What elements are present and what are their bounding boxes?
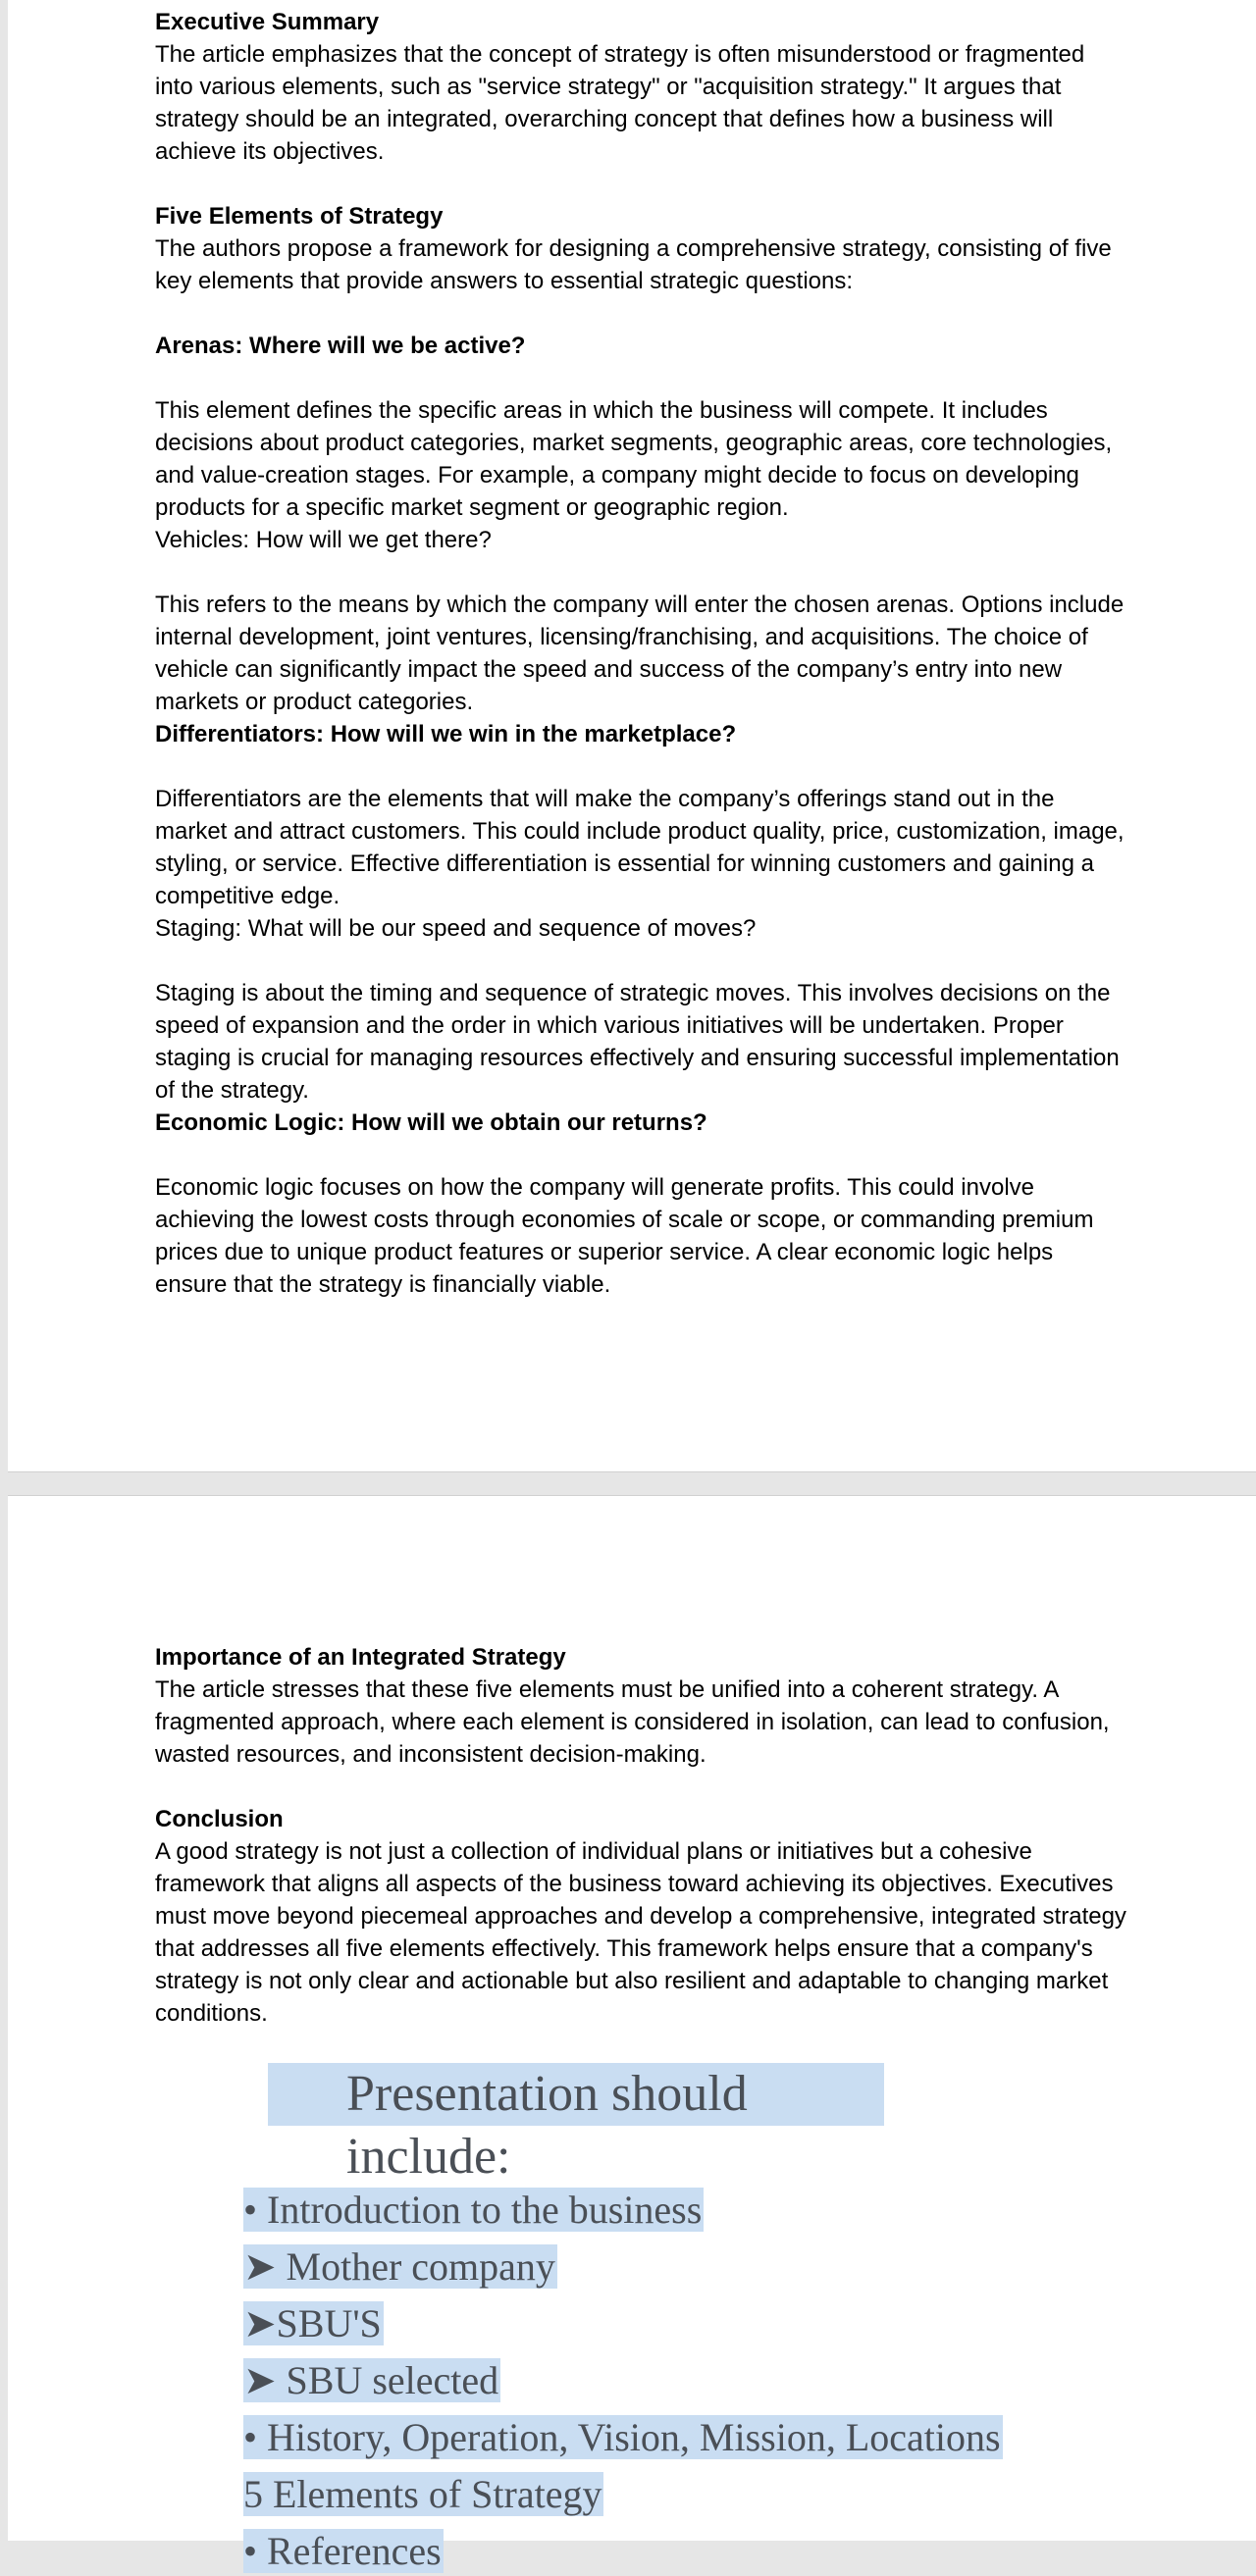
conclusion-heading: Conclusion [155,1806,284,1832]
presentation-item-text: ➤SBU'S [243,2301,382,2345]
importance-heading: Importance of an Integrated Strategy [155,1644,566,1671]
five-elements-body: The authors propose a framework for designing a comprehensive strategy, consisting of five key elements that provide answers to essential strategic questions: [155,235,1112,294]
differentiators-heading: Differentiators: How will we win in the marketplace? [155,721,737,747]
staging-body: Staging is about the timing and sequence of strategic moves. This involves decisions on the speed of expansion and the order in which various initiatives will be undertaken. Proper staging is crucial for managing resources effectively and ensuring successful implementation of the strategy. [155,980,1120,1104]
differentiators-body: Differentiators are the elements that will make the company’s offerings stand out in the market and attract customers. This could include product quality, price, customization, image, styling, or service. Effective differentiation is essential for winning customers and gaining a competitive edge. [155,786,1125,909]
presentation-item [243,2242,1003,2292]
presentation-item-text: 5 Elements of Strategy [243,2472,602,2516]
presentation-item [243,2299,1003,2348]
page-2-content [155,1641,1126,2030]
spacer [155,1771,1126,1803]
presentation-requirements [243,2063,1003,2576]
presentation-item [243,2356,1003,2405]
spacer [155,750,1126,783]
vehicles-body: This refers to the means by which the company will enter the chosen arenas. Options include internal development, joint ventures, licensing/franchising, and acquisitions. The choice of vehicle can significantly impact the speed and success of the company’s entry into new markets or product categories. [155,592,1125,715]
arenas-heading: Arenas: Where will we be active? [155,333,526,359]
economic-logic-heading: Economic Logic: How will we obtain our returns? [155,1109,707,1136]
presentation-item-text: • Introduction to the business [243,2188,703,2232]
arenas-body: This element defines the specific areas in which the business will compete. It includes decisions about product categories, market segments, geographic areas, core technologies, and value-creation stages. For example, a company might decide to focus on developing products for a specific market segment or geographic region. [155,397,1113,521]
presentation-item-text: • History, Operation, Vision, Mission, Locations [243,2415,1001,2459]
five-elements-heading: Five Elements of Strategy [155,203,444,230]
spacer [155,945,1126,977]
staging-heading: Staging: What will be our speed and sequence of moves? [155,915,757,942]
page-1-content [155,6,1126,1301]
presentation-item [243,2470,1003,2519]
presentation-item [243,2186,1003,2235]
spacer [155,1139,1126,1171]
presentation-item-text: ➤ Mother company [243,2244,555,2289]
spacer [155,362,1126,394]
presentation-item-text: ➤ SBU selected [243,2358,499,2402]
document-page-2 [8,1495,1256,2573]
spacer [155,168,1126,200]
importance-body: The article stresses that these five elements must be unified into a coherent strategy. A fragmented approach, where each element is considered in isolation, can lead to confusion, wasted resources, and inconsistent decision-making. [155,1676,1110,1768]
presentation-item [243,2413,1003,2462]
executive-summary-heading: Executive Summary [155,9,380,35]
spacer [155,556,1126,589]
document-page-1 [8,0,1256,1472]
conclusion-body: A good strategy is not just a collection of individual plans or initiatives but a cohesive framework that aligns all aspects of the business toward achieving its objectives. Executives must move beyond piecemeal approaches and develop a comprehensive, integrated strategy that addresses all five elements effectively. This framework helps ensure that a company's strategy is not only clear and actionable but also resilient and adaptable to changing market conditions. [155,1838,1126,2027]
presentation-item [243,2527,1003,2576]
spacer [155,297,1126,330]
economic-logic-body: Economic logic focuses on how the company will generate profits. This could involve achieving the lowest costs through economies of scale or scope, or commanding premium prices due to unique product features or superior service. A clear economic logic helps ensure that the strategy is financially viable. [155,1174,1094,1298]
presentation-title: Presentation should include: [268,2063,884,2126]
executive-summary-body: The article emphasizes that the concept of strategy is often misunderstood or fragmented into various elements, such as "service strategy" or "acquisition strategy." It argues that strategy should be an integrated, overarching concept that defines how a business will achieve its objectives. [155,41,1085,165]
vehicles-heading: Vehicles: How will we get there? [155,527,492,553]
presentation-item-text: • References [243,2529,442,2573]
